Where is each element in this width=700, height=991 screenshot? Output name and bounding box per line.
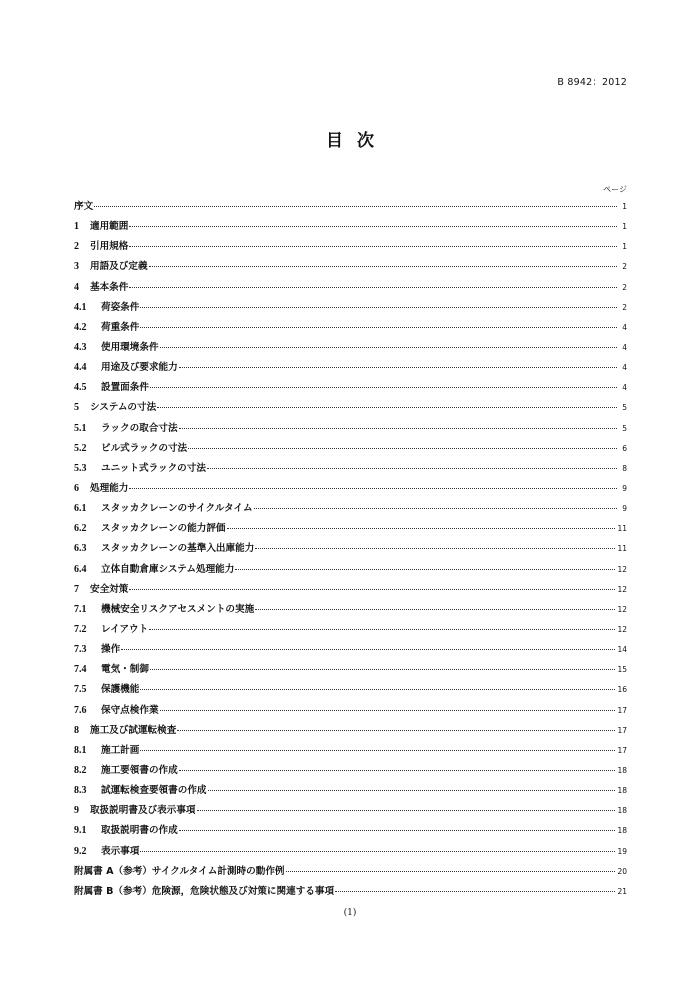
toc-entry-number: 6.1: [74, 503, 87, 515]
toc-entry-title: 施工計画: [101, 744, 140, 756]
dot-leader: [179, 830, 616, 831]
toc-entry-title: スタッカクレーンの基準入出庫能力: [101, 543, 255, 555]
toc-entry[interactable]: [74, 359, 627, 379]
toc-entry[interactable]: [74, 420, 627, 440]
toc-entry-page: 2: [622, 302, 627, 312]
toc-entry[interactable]: [74, 440, 627, 460]
toc-entry-title: 基本条件: [90, 281, 129, 293]
toc-entry-title: レイアウト: [101, 623, 149, 635]
page-column-label: ページ: [603, 185, 627, 194]
dot-leader: [207, 468, 617, 469]
toc-entry-number: 5.2: [74, 442, 87, 454]
dot-leader: [160, 347, 617, 348]
toc-entry[interactable]: [74, 782, 627, 802]
dot-leader: [197, 810, 616, 811]
standard-number: B 8942：2012: [557, 77, 627, 88]
toc-entry-page: 11: [617, 544, 627, 554]
dot-leader: [121, 649, 615, 650]
dot-leader: [149, 266, 617, 267]
dot-leader: [286, 871, 616, 872]
dot-leader: [255, 548, 615, 549]
toc-entry-number: 4.5: [74, 382, 87, 394]
dot-leader: [160, 710, 616, 711]
toc-entry[interactable]: [74, 399, 627, 419]
dot-leader: [179, 428, 617, 429]
toc-entry-title: 保護機能: [101, 684, 140, 696]
toc-entry-number: 2: [74, 241, 79, 253]
toc-entry-page: 2: [622, 262, 627, 272]
toc-entry-page: 17: [617, 705, 627, 715]
toc-entry-title: 用途及び要求能力: [101, 362, 178, 374]
toc-entry-number: 9.1: [74, 825, 87, 837]
toc-entry-page: 1: [622, 202, 627, 211]
dot-leader: [179, 770, 616, 771]
toc-entry[interactable]: [74, 883, 627, 903]
toc-entry-number: 4.1: [74, 301, 87, 313]
toc-entry-title: 表示事項: [101, 845, 140, 857]
dot-leader: [254, 508, 617, 509]
toc-entry-page: 16: [617, 685, 627, 695]
dot-leader: [140, 327, 617, 328]
toc-entry-page: 11: [617, 524, 627, 534]
toc-entry-number: 6: [74, 482, 79, 494]
toc-entry[interactable]: [74, 863, 627, 883]
toc-entry-number: 7.4: [74, 664, 87, 676]
toc-entry[interactable]: [74, 540, 627, 560]
toc-entry[interactable]: [74, 198, 627, 218]
toc-entry-page: 8: [622, 463, 627, 473]
dot-leader: [140, 689, 615, 690]
toc-entry-number: 7: [74, 583, 79, 595]
toc-entry-page: 1: [622, 222, 627, 232]
dot-leader: [150, 669, 615, 670]
toc-entry-title: 安全対策: [90, 583, 129, 595]
page-title: 目次: [326, 131, 388, 151]
page-folio: (1): [343, 908, 357, 918]
dot-leader: [335, 891, 615, 892]
toc-entry-page: 12: [617, 584, 627, 594]
toc-entry-number: 7.1: [74, 603, 87, 615]
toc-entry[interactable]: [74, 722, 627, 742]
toc-entry-title: 使用環境条件: [101, 341, 159, 353]
toc-entry-title: 試運転検査要領書の作成: [101, 785, 207, 797]
toc-entry-number: 4: [74, 281, 79, 293]
dot-leader: [140, 307, 617, 308]
dot-leader: [227, 528, 616, 529]
toc-entry-title: 処理能力: [90, 482, 129, 494]
toc-entry-number: 6.4: [74, 563, 87, 575]
toc-entry-title: スタッカクレーンの能力評価: [101, 523, 226, 535]
dot-leader: [255, 609, 615, 610]
toc-entry-page: 4: [622, 342, 627, 352]
toc-entry-page: 19: [617, 846, 627, 856]
toc-entry[interactable]: [74, 460, 627, 480]
toc-entry-title: 電気・制御: [101, 664, 149, 676]
toc-entry[interactable]: [74, 702, 627, 722]
toc-entry-title: ユニット式ラックの寸法: [101, 462, 206, 474]
dot-leader: [129, 488, 617, 489]
dot-leader: [149, 629, 615, 630]
toc-entry[interactable]: [74, 762, 627, 782]
table-of-contents: [74, 198, 627, 903]
dot-leader: [179, 367, 617, 368]
toc-entry-page: 18: [617, 826, 627, 836]
toc-entry-page: 9: [622, 504, 627, 514]
dot-leader: [157, 407, 617, 408]
toc-entry-page: 18: [617, 786, 627, 796]
dot-leader: [129, 287, 617, 288]
toc-entry-page: 4: [622, 322, 627, 332]
toc-entry-number: 4.3: [74, 341, 87, 353]
toc-entry-page: 1: [622, 242, 627, 252]
toc-entry[interactable]: [74, 520, 627, 540]
toc-entry[interactable]: [74, 319, 627, 339]
toc-entry-title: 附属書 A（参考）サイクルタイム計測時の動作例: [74, 865, 285, 877]
toc-entry[interactable]: [74, 480, 627, 500]
toc-entry-title: 機械安全リスクアセスメントの実施: [101, 603, 255, 615]
toc-entry-title: 操作: [101, 644, 121, 656]
toc-entry-number: 4.2: [74, 321, 87, 333]
toc-entry[interactable]: [74, 661, 627, 681]
toc-entry-number: 5.1: [74, 422, 87, 434]
toc-entry-page: 4: [622, 363, 627, 373]
toc-entry-title: 用語及び定義: [90, 261, 148, 273]
toc-entry-page: 14: [617, 645, 627, 655]
toc-entry-page: 2: [622, 282, 627, 292]
toc-entry[interactable]: [74, 822, 627, 842]
toc-entry-page: 4: [622, 383, 627, 393]
dot-leader: [129, 589, 615, 590]
toc-entry-page: 18: [617, 806, 627, 816]
toc-entry-title: 荷姿条件: [101, 301, 140, 313]
toc-entry-number: 9.2: [74, 845, 87, 857]
toc-entry-number: 7.5: [74, 684, 87, 696]
dot-leader: [129, 226, 617, 227]
toc-entry[interactable]: [74, 500, 627, 520]
toc-entry-page: 12: [617, 624, 627, 634]
toc-entry[interactable]: [74, 681, 627, 701]
toc-entry-page: 6: [622, 443, 627, 453]
toc-entry-title: スタッカクレーンのサイクルタイム: [101, 503, 253, 515]
toc-entry-title: システムの寸法: [90, 402, 157, 414]
toc-entry-number: 4.4: [74, 362, 87, 374]
dot-leader: [188, 448, 617, 449]
toc-entry-title: 施工要領書の作成: [101, 764, 178, 776]
toc-entry[interactable]: [74, 601, 627, 621]
toc-entry[interactable]: [74, 621, 627, 641]
toc-entry-page: 18: [617, 765, 627, 775]
toc-entry[interactable]: [74, 279, 627, 299]
toc-entry-page: 5: [622, 423, 627, 433]
toc-entry[interactable]: [74, 339, 627, 359]
toc-entry-title: 適用範囲: [90, 221, 129, 233]
dot-leader: [129, 246, 617, 247]
toc-entry-number: 8: [74, 724, 79, 736]
dot-leader: [94, 206, 617, 207]
toc-entry-number: 3: [74, 261, 79, 273]
dot-leader: [235, 569, 615, 570]
toc-entry-page: 21: [617, 886, 627, 896]
toc-entry-title: 施工及び試運転検査: [90, 724, 177, 736]
toc-entry-number: 7.2: [74, 623, 87, 635]
toc-entry-number: 6.2: [74, 523, 87, 535]
toc-entry-title: 荷重条件: [101, 321, 140, 333]
toc-entry[interactable]: [74, 843, 627, 863]
toc-entry[interactable]: [74, 742, 627, 762]
toc-entry[interactable]: [74, 218, 627, 238]
dot-leader: [140, 750, 615, 751]
toc-entry-title: 取扱説明書及び表示事項: [90, 805, 196, 817]
toc-entry-title: 取扱説明書の作成: [101, 825, 178, 837]
dot-leader: [150, 387, 617, 388]
toc-entry-number: 1: [74, 221, 79, 233]
dot-leader: [140, 851, 615, 852]
toc-entry-title: ラックの取合寸法: [101, 422, 178, 434]
toc-entry-title: 立体自動倉庫システム処理能力: [101, 563, 235, 575]
toc-entry[interactable]: [74, 802, 627, 822]
toc-entry-title: 設置面条件: [101, 382, 149, 394]
toc-entry-page: 12: [617, 564, 627, 574]
dot-leader: [208, 790, 616, 791]
toc-entry-number: 6.3: [74, 543, 87, 555]
toc-entry-page: 15: [617, 665, 627, 675]
toc-entry-number: 8.2: [74, 764, 87, 776]
toc-entry[interactable]: [74, 238, 627, 258]
toc-entry-number: 7.3: [74, 644, 87, 656]
toc-entry-page: 5: [622, 403, 627, 413]
toc-entry[interactable]: [74, 379, 627, 399]
toc-entry-title: 序文: [74, 201, 94, 212]
toc-entry-number: 8.1: [74, 744, 87, 756]
toc-entry-number: 9: [74, 805, 79, 817]
toc-entry-page: 20: [617, 866, 627, 876]
toc-entry-number: 5.3: [74, 462, 87, 474]
toc-entry-title: 保守点検作業: [101, 704, 159, 716]
toc-entry-number: 8.3: [74, 785, 87, 797]
toc-entry[interactable]: [74, 299, 627, 319]
toc-entry-number: 7.6: [74, 704, 87, 716]
toc-entry[interactable]: [74, 258, 627, 278]
toc-entry-title: 引用規格: [90, 241, 129, 253]
toc-entry[interactable]: [74, 581, 627, 601]
toc-entry-title: 附属書 B（参考）危険源，危険状態及び対策に関連する事項: [74, 885, 335, 897]
toc-entry-title: ビル式ラックの寸法: [101, 442, 188, 454]
toc-entry-number: 5: [74, 402, 79, 414]
toc-entry-page: 17: [617, 745, 627, 755]
toc-entry[interactable]: [74, 641, 627, 661]
dot-leader: [177, 730, 615, 731]
toc-entry-page: 12: [617, 604, 627, 614]
toc-entry-page: 9: [622, 483, 627, 493]
toc-entry[interactable]: [74, 561, 627, 581]
toc-entry-page: 17: [617, 725, 627, 735]
